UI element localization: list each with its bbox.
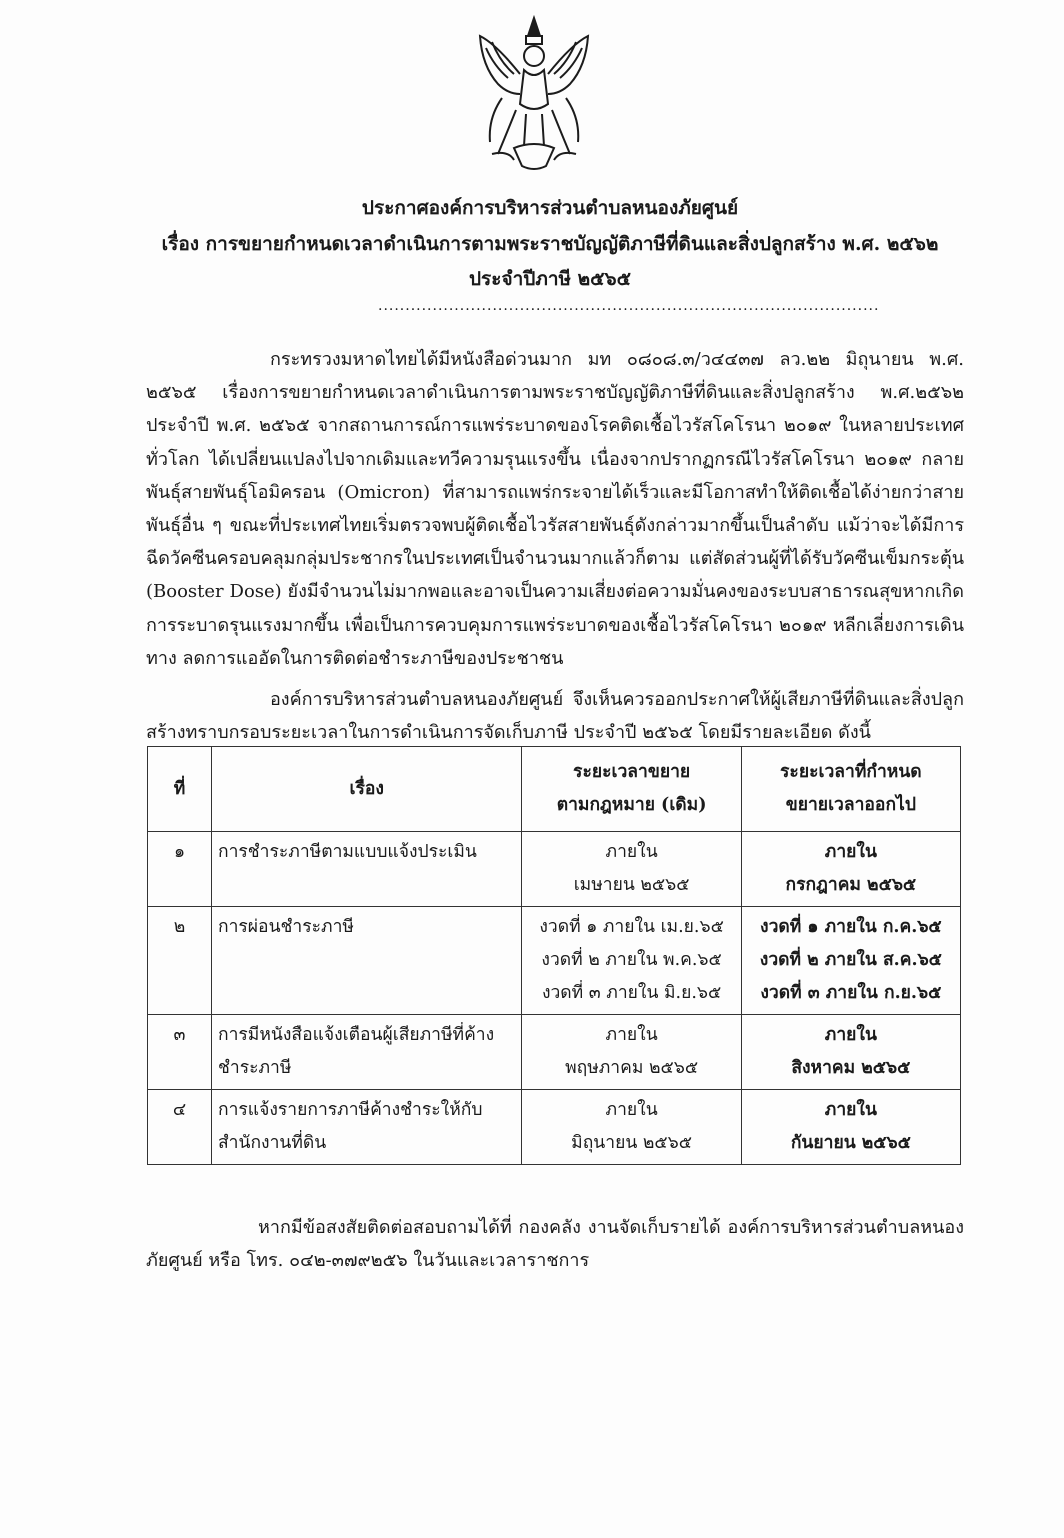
row-original [522,832,741,907]
header-original-line2: ตามกฎหมาย (เดิม) [556,795,707,815]
row-subject: การผ่อนชำระภาษี [211,907,522,1015]
table-row [148,907,961,1015]
row-extended [741,1090,960,1165]
header-original-period [522,747,741,832]
garuda-emblem-icon [468,14,600,174]
row-no: ๓ [148,1015,212,1090]
announcement-title: ประกาศองค์การบริหารส่วนตำบลหนองภัยศูนย์ [361,197,739,219]
row-original-line: มิถุนายน ๒๕๖๕ [571,1133,693,1153]
header-extended-line1: ระยะเวลาที่กำหนด [780,762,922,782]
row-original-line: งวดที่ ๑ ภายใน เม.ย.๖๕ [539,917,724,937]
dotted-separator: ............................................................................................ [378,298,880,314]
row-extended-line: สิงหาคม ๒๕๖๕ [791,1058,911,1078]
row-no: ๔ [148,1090,212,1165]
header-no: ที่ [148,747,212,832]
row-extended-line: ภายใน [824,1025,877,1045]
row-extended-line: ภายใน [824,1100,877,1120]
tax-schedule-table [147,746,961,1165]
paragraph-announcement: องค์การบริหารส่วนตำบลหนองภัยศูนย์ จึงเห็นควรออกประกาศให้ผู้เสียภาษีที่ดินและสิ่งปลูกสร้างทราบกรอบระยะเวลาในการดำเนินการจัดเก็บภาษี ประจำปี ๒๕๖๕ โดยมีรายละเอียด ดังนี้ [146,689,964,744]
announcement-subject: เรื่อง การขยายกำหนดเวลาดำเนินการตามพระราชบัญญัติภาษีที่ดินและสิ่งปลูกสร้าง พ.ศ. ๒๕๖๒ [161,233,939,255]
row-original-line: ภายใน [605,842,658,862]
row-original-line: งวดที่ ๓ ภายใน มิ.ย.๖๕ [541,983,722,1003]
table-row [148,832,961,907]
row-original [522,1015,741,1090]
row-extended-line: งวดที่ ๒ ภายใน ส.ค.๖๕ [759,950,942,970]
row-subject: การมีหนังสือแจ้งเตือนผู้เสียภาษีที่ค้างชำระภาษี [211,1015,522,1090]
row-no: ๒ [148,907,212,1015]
row-extended [741,832,960,907]
table-row [148,1090,961,1165]
row-extended-line: งวดที่ ๓ ภายใน ก.ย.๖๕ [760,983,942,1003]
header-extended-line2: ขยายเวลาออกไป [785,795,916,815]
row-original-line: ภายใน [605,1100,658,1120]
row-subject: การแจ้งรายการภาษีค้างชำระให้กับสำนักงานที่ดิน [211,1090,522,1165]
row-original-line: ภายใน [605,1025,658,1045]
table-header-row [148,747,961,832]
row-original-line: พฤษภาคม ๒๕๖๕ [565,1058,699,1078]
header-extended-period [741,747,960,832]
header-subject: เรื่อง [211,747,522,832]
row-extended [741,1015,960,1090]
row-no: ๑ [148,832,212,907]
row-original [522,1090,741,1165]
row-original-line: งวดที่ ๒ ภายใน พ.ค.๖๕ [541,950,722,970]
paragraph-background: กระทรวงมหาดไทยได้มีหนังสือด่วนมาก มท ๐๘๐๘.๓/ว๔๔๓๗ ลว.๒๒ มิถุนายน พ.ศ. ๒๕๖๕ เรื่องการขยายกำหนดเวลาดำเนินการตามพระราชบัญญัติภาษีที่ดินและสิ่งปลูกสร้าง พ.ศ.๒๕๖๒ ประจำปี พ.ศ. ๒๕๖๕ จากสถานการณ์การแพร่ระบาดของโรคติดเชื้อไวรัสโคโรนา ๒๐๑๙ ในหลายประเทศทั่วโลก ได้เปลี่ยนแปลงไปจากเดิมและทวีความรุนแรงขึ้น เนื่องจากปรากฏกรณีไวรัสโคโรนา ๒๐๑๙ กลายพันธุ์สายพันธุ์โอมิครอน (Omicron) ที่สามารถแพร่กระจายได้เร็วและมีโอกาสทำให้ติดเชื้อได้ง่ายกว่าสายพันธุ์อื่น ๆ ขณะที่ประเทศไทยเริ่มตรวจพบผู้ติดเชื้อไวรัสสายพันธุ์ดังกล่าวมากขึ้นเป็นลำดับ แม้ว่าจะได้มีการฉีดวัคซีนครอบคลุมกลุ่มประชากรในประเทศเป็นจำนวนมากแล้วก็ตาม แต่สัดส่วนผู้ที่ได้รับวัคซีนเข็มกระตุ้น (Booster Dose) ยังมีจำนวนไม่มากพอและอาจเป็นความเสี่ยงต่อความมั่นคงของระบบสาธารณสุขหากเกิดการระบาดรุนแรงมากขึ้น เพื่อเป็นการควบคุมการแพร่ระบาดของเชื้อไวรัสโคโรนา ๒๐๑๙ หลีกเลี่ยงการเดินทาง ลดการแออัดในการติดต่อชำระภาษีของประชาชน [146,349,964,669]
tax-year-line: ประจำปีภาษี ๒๕๖๕ [468,268,631,290]
row-original [522,907,741,1015]
row-subject: การชำระภาษีตามแบบแจ้งประเมิน [211,832,522,907]
row-extended-line: งวดที่ ๑ ภายใน ก.ค.๖๕ [760,917,942,937]
header-original-line1: ระยะเวลาขยาย [573,762,691,782]
row-extended-line: กรกฎาคม ๒๕๖๕ [785,875,917,895]
paragraph-contact: หากมีข้อสงสัยติดต่อสอบถามได้ที่ กองคลัง งานจัดเก็บรายได้ องค์การบริหารส่วนตำบลหนองภัยศูนย์ หรือ โทร. ๐๔๒-๓๗๙๒๕๖ ในวันและเวลาราชการ [146,1217,964,1272]
row-extended-line: ภายใน [824,842,877,862]
table-row [148,1015,961,1090]
row-extended-line: กันยายน ๒๕๖๕ [790,1133,911,1153]
row-original-line: เมษายน ๒๕๖๕ [573,875,690,895]
row-extended [741,907,960,1015]
